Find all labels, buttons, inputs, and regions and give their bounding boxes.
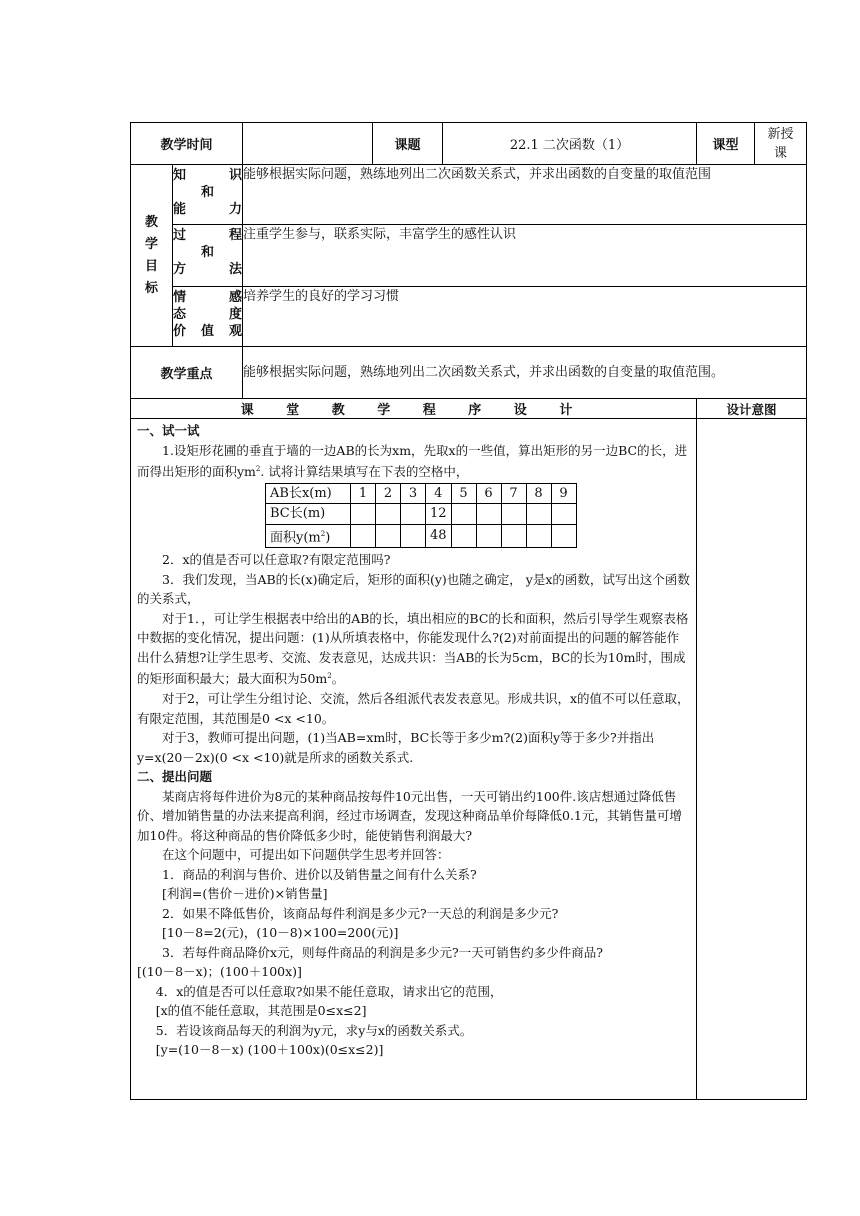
table-row (266, 483, 577, 504)
goals-label (131, 165, 173, 347)
table-cell: 2 (376, 483, 401, 504)
section2-a1: [利润=(售价－进价)×销售量] (162, 886, 328, 902)
table-cell: 12 (426, 504, 452, 525)
section2-a5: [y=(10－8－x) (100＋100x)(0≤x≤2)] (155, 1042, 384, 1058)
table-cell (401, 504, 426, 525)
time-label: 教学时间 (131, 123, 243, 165)
key-point-label: 教学重点 (131, 347, 243, 399)
topic-value: 22.1 二次函数（1） (443, 123, 697, 165)
table-cell (526, 504, 551, 525)
goal-emotion-label (173, 287, 243, 347)
table-cell (501, 524, 526, 548)
table-cell: 7 (501, 483, 526, 504)
table-cell: 1 (351, 483, 376, 504)
row-label-ab: AB长x(m) (266, 483, 351, 504)
table-cell (526, 524, 551, 548)
table-cell (401, 524, 426, 548)
goal-process-line3: 方 法 (173, 262, 243, 277)
key-point-text: 能够根据实际问题，熟练地列出二次函数关系式，并求出函数的自变量的取值范围。 (243, 347, 807, 399)
table-cell (451, 504, 476, 525)
table-cell: 8 (526, 483, 551, 504)
type-value: 新授课 (755, 123, 807, 165)
goal-knowledge-label (173, 165, 243, 225)
section1-p2: 对于2，可让学生分组讨论、交流，然后各组派代表发表意见。形成共识，x的值不可以任意取，有限定范围，其范围是0 <x <10。 (137, 691, 690, 726)
goals-label-text: 教学目标 (144, 214, 158, 296)
program-content (131, 419, 697, 1100)
table-cell: 5 (451, 483, 476, 504)
goal-knowledge-line3: 能 力 (173, 202, 243, 217)
lesson-plan (130, 122, 806, 1100)
intent-title: 设计意图 (697, 399, 807, 419)
goal-emotion-line2: 态 度 (173, 307, 243, 322)
table-cell: 6 (476, 483, 501, 504)
table-row (266, 504, 577, 525)
goal-knowledge-line2: 和 (201, 185, 215, 200)
calc-table (265, 483, 577, 549)
section2-a4: [x的值不能任意取，其范围是0≤x≤2] (155, 1003, 367, 1019)
table-cell (376, 524, 401, 548)
section2-q5: 5．若设该商品每天的利润为y元，求y与x的函数关系式。 (155, 1022, 473, 1038)
topic-label: 课题 (373, 123, 443, 165)
goal-knowledge-text: 能够根据实际问题，熟练地列出二次函数关系式，并求出函数的自变量的取值范围 (243, 165, 807, 225)
section1-q2: 2．x的值是否可以任意取?有限定范围吗? (162, 552, 391, 568)
program-title: 课 堂 教 学 程 序 设 计 (131, 399, 697, 419)
section1-p3: 对于3，教师可提出问题，(1)当AB=xm时，BC长等于多少m?(2)面积y等于多少?并指出y=x(20－2x)(0 <x <10)就是所求的函数关系式. (137, 730, 655, 765)
table-cell (551, 524, 576, 548)
goal-process-line1: 过 程 (173, 228, 243, 243)
section2-q1: 1．商品的利润与售价、进价以及销售量之间有什么关系? (162, 866, 477, 882)
section2-q2: 2．如果不降低售价，该商品每件利润是多少元?一天总的利润是多少元? (162, 905, 559, 921)
section1-heading: 一、试一试 (137, 423, 200, 438)
goal-process-line2: 和 (201, 245, 215, 260)
goal-emotion-line3: 价值观 (173, 324, 243, 339)
goal-process-text: 注重学生参与，联系实际，丰富学生的感性认识 (243, 225, 807, 287)
table-cell (351, 504, 376, 525)
section1-q3: 3．我们发现，当AB的长(x)确定后，矩形的面积(y)也随之确定， y是x的函数，试写出这个函数的关系式， (137, 571, 690, 607)
table-cell: 48 (426, 524, 452, 548)
section2-q3: 3．若每件商品降价x元，则每件商品的利润是多少元?一天可销售约多少件商品? (162, 944, 603, 960)
row-label-bc: BC长(m) (266, 504, 351, 525)
section1-q1: 1.设矩形花圃的垂直于墙的一边AB的长为xm，先取x的一些值，算出矩形的另一边BC的长，进而得出矩形的面积$ym^2$. 试将计算结果填写在下表的空格中， (137, 442, 688, 480)
table-cell (476, 524, 501, 548)
goal-emotion-line1: 情 感 (173, 290, 243, 305)
goal-knowledge-line1: 知 识 (173, 168, 243, 183)
section1-p1: 对于1．，可让学生根据表中给出的AB的长，填出相应的BC的长和面积，然后引导学生观察表格中数据的变化情况，提出问题：(1)从所填表格中，你能发现什么?(2)对前面提出的问题的解答能作出什么猜想?让学生思考、交流、发表意见，达成共识：当AB的长为5cm，BC的长为10m时，围成的矩形面积最大；最大面积为$50m^2$。 (137, 610, 689, 687)
section2-intro: 某商店将每件进价为8元的某种商品按每件10元出售，一天可销出约100件.该店想通过降低售价、增加销售量的办法来提高利润，经过市场调查，发现这种商品单价每降低0.1元，其销售量可增加10件。将这种商品的售价降低多少时，能使销售利润最大? (137, 788, 682, 843)
table-cell (351, 524, 376, 548)
goal-emotion-text: 培养学生的良好的学习习惯 (243, 287, 807, 347)
table-row (266, 524, 577, 548)
section2-lead: 在这个问题中，可提出如下问题供学生思考并回答： (162, 847, 450, 863)
table-cell: 3 (401, 483, 426, 504)
lesson-plan-table (130, 122, 807, 1100)
table-cell (501, 504, 526, 525)
section2-a2: [10－8=2(元)，(10－8)×100=200(元)] (162, 925, 399, 941)
section2-q4: 4．x的值是否可以任意取?如果不能任意取，请求出它的范围， (155, 983, 503, 999)
section2-heading: 二、提出问题 (137, 769, 213, 785)
table-cell (376, 504, 401, 525)
goal-process-label (173, 225, 243, 287)
table-cell: 9 (551, 483, 576, 504)
table-cell (551, 504, 576, 525)
intent-content (697, 419, 807, 1100)
table-cell (476, 504, 501, 525)
type-label: 课型 (697, 123, 755, 165)
table-cell: 4 (426, 483, 452, 504)
section2-a3: [(10－8－x)；(100＋100x)] (137, 964, 302, 980)
row-label-area: 面积$y(m^2)$ (266, 524, 351, 548)
table-cell (451, 524, 476, 548)
time-value (243, 123, 373, 165)
